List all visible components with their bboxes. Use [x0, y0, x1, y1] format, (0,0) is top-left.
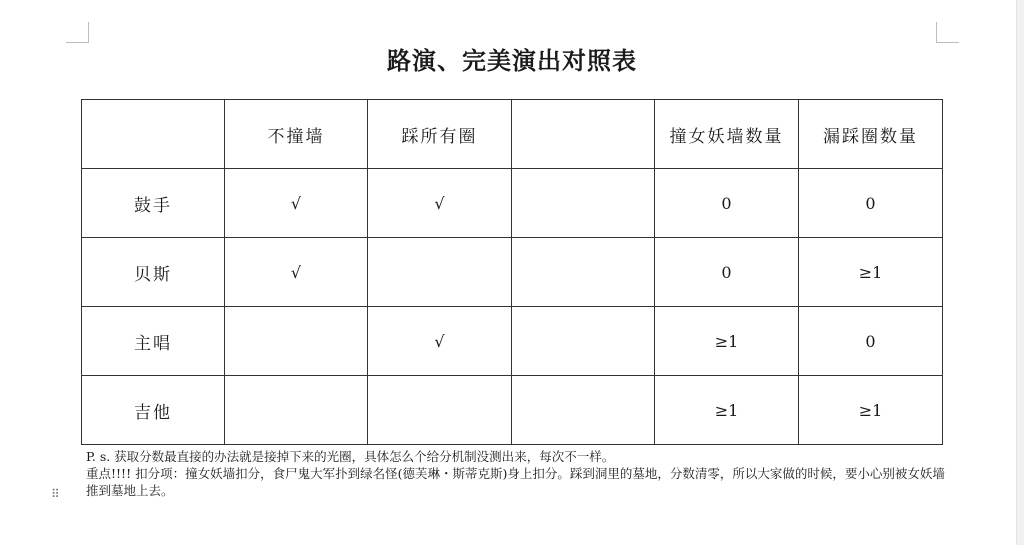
row-label[interactable]: 贝斯: [82, 238, 225, 307]
notes-block: [86, 448, 946, 499]
header-cell-missed-circle-count[interactable]: 漏踩圈数量: [799, 100, 943, 169]
table-cell[interactable]: [512, 169, 655, 238]
header-cell-all-circles[interactable]: 踩所有圈: [368, 100, 512, 169]
row-label[interactable]: 吉他: [82, 376, 225, 445]
crop-mark-top-right: [936, 22, 959, 43]
header-cell-wall-hit-count[interactable]: 撞女妖墙数量: [655, 100, 799, 169]
table-cell[interactable]: [368, 238, 512, 307]
table-cell[interactable]: √: [225, 238, 368, 307]
table-cell[interactable]: ≥1: [655, 307, 799, 376]
table-cell[interactable]: 0: [799, 169, 943, 238]
note-line-ps: P. s. 获取分数最直接的办法就是接掉下来的光圈，具体怎么个给分机制没测出来，每次不一样。: [86, 449, 615, 464]
table-cell[interactable]: [512, 376, 655, 445]
table-cell[interactable]: √: [368, 307, 512, 376]
table-cell[interactable]: √: [225, 169, 368, 238]
table-row: [82, 307, 943, 376]
table-cell[interactable]: ≥1: [799, 376, 943, 445]
note-line-penalties: 重点!!!! 扣分项：撞女妖墙扣分，食尸鬼大军扑到绿名怪(德芙琳・斯蒂克斯)身上扣分。踩到洞里的墓地，分数清零，所以大家做的时候，要小心别被女妖墙推到墓地上去。: [86, 466, 945, 498]
table-cell[interactable]: 0: [799, 307, 943, 376]
row-label[interactable]: 鼓手: [82, 169, 225, 238]
table-cell[interactable]: [225, 376, 368, 445]
table-row: [82, 238, 943, 307]
table-cell[interactable]: [512, 307, 655, 376]
table-cell[interactable]: [225, 307, 368, 376]
header-cell-corner[interactable]: [82, 100, 225, 169]
table-cell[interactable]: √: [368, 169, 512, 238]
table-cell[interactable]: ≥1: [655, 376, 799, 445]
table-header-row: [82, 100, 943, 169]
comparison-table: [81, 99, 943, 445]
header-cell-empty[interactable]: [512, 100, 655, 169]
table-cell[interactable]: ≥1: [799, 238, 943, 307]
table-row: [82, 376, 943, 445]
crop-mark-top-left: [66, 22, 89, 43]
page-edge-right: [1016, 0, 1024, 545]
table-cell[interactable]: 0: [655, 169, 799, 238]
table-cell[interactable]: [512, 238, 655, 307]
row-label[interactable]: 主唱: [82, 307, 225, 376]
document-title: 路演、完美演出对照表: [387, 46, 637, 75]
table-cell[interactable]: [368, 376, 512, 445]
drag-handle-icon[interactable]: ⠿: [51, 487, 60, 501]
table-cell[interactable]: 0: [655, 238, 799, 307]
header-cell-no-wall-hit[interactable]: 不撞墙: [225, 100, 368, 169]
table-row: [82, 169, 943, 238]
